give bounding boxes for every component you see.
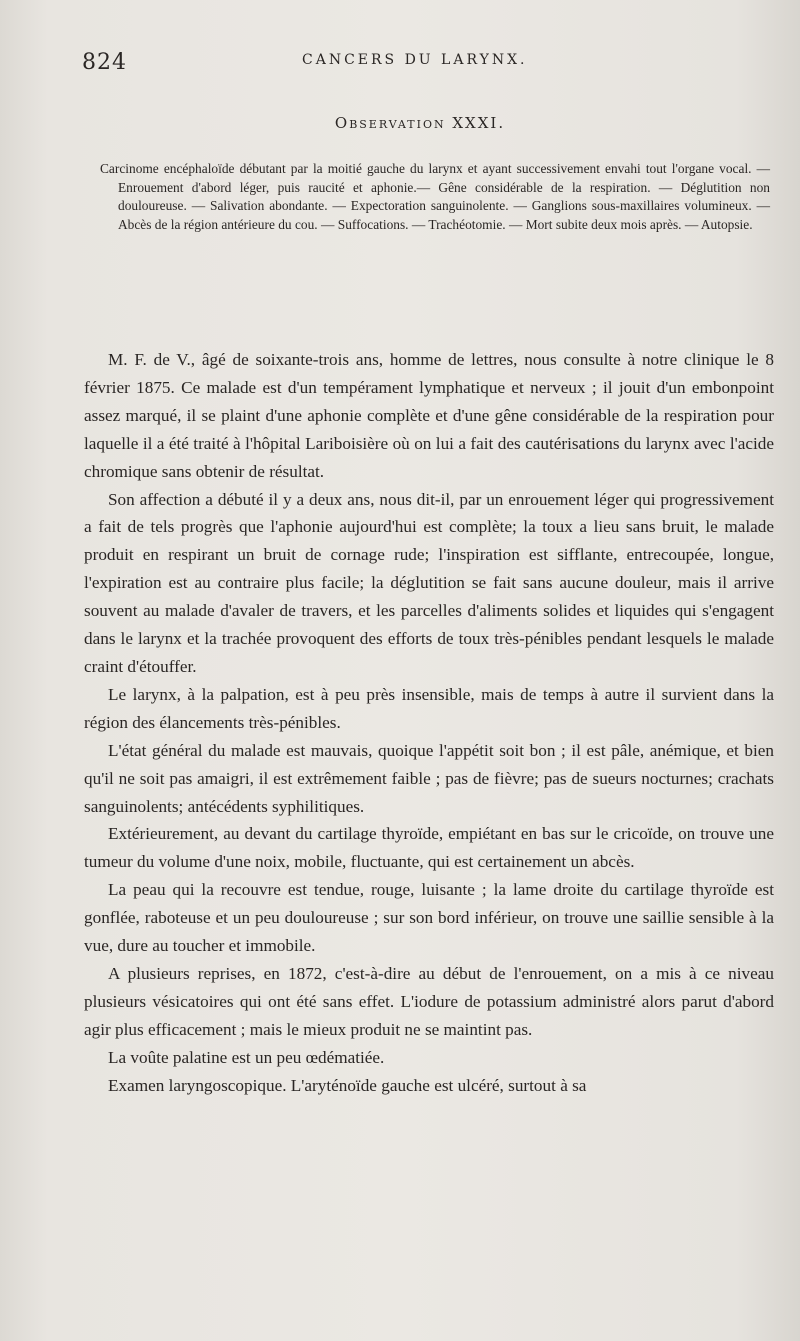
paragraph: L'état général du malade est mauvais, quoique l'appétit soit bon ; il est pâle, anémique, et bien qu'il ne soit pas amaigri, il est extrêmement faible ; pas de fièvre; pas de sueurs nocturnes; crachats sanguinolents; antécédents syphilitiques. [84,740,774,816]
page-header [82,48,760,78]
paragraph: A plusieurs reprises, en 1872, c'est-à-dire au début de l'enrouement, on a mis à ce niveau plusieurs vésicatoires qui ont été sans effet. L'iodure de potassium administré alors parut d'abord agir plus efficacement ; mais le mieux produit ne se maintint pas. [84,963,774,1039]
page-number: 824 [82,50,127,75]
paragraph: Examen laryngoscopique. L'aryténoïde gauche est ulcéré, surtout à sa [108,1075,587,1095]
running-title: CANCERS DU LARYNX. [302,52,528,68]
paragraph: M. F. de V., âgé de soixante-trois ans, homme de lettres, nous consulte à notre clinique le 8 février 1875. Ce malade est d'un tempérament lymphatique et nerveux ; il jouit d'un embonpoint assez marqué, il se plaint d'une aphonie complète et d'une gêne considérable de la respiration pour laquelle il a été traité à l'hôpital Lariboisière où on lui a fait des cautérisations du larynx avec l'acide chromique sans obtenir de résultat. [84,350,774,481]
body-text [84,346,774,1099]
paragraph: La voûte palatine est un peu œdématiée. [108,1047,385,1067]
paragraph: Extérieurement, au devant du cartilage thyroïde, empiétant en bas sur le cricoïde, on trouve une tumeur du volume d'une noix, mobile, fluctuante, qui est certainement un abcès. [84,824,774,872]
paragraph: La peau qui la recouvre est tendue, rouge, luisante ; la lame droite du cartilage thyroïde est gonflée, raboteuse et un peu douloureuse ; sur son bord inférieur, on trouve une saillie sensible à la vue, dure au toucher et immobile. [84,880,774,956]
paragraph: Le larynx, à la palpation, est à peu près insensible, mais de temps à autre il survient dans la région des élancements très-pénibles. [84,684,774,732]
observation-title: Observation XXXI. [334,114,506,132]
case-summary [100,160,770,234]
summary-text: Carcinome encéphaloïde débutant par la moitié gauche du larynx et ayant successivement envahi tout l'organe vocal. — Enrouement d'abord léger, puis raucité et aphonie.— Gêne considérable de la respiration. — Déglutition non douloureuse. — Salivation abondante. — Expectoration sanguinolente. — Ganglions sous-maxillaires volumineux. — Abcès de la région antérieure du cou. — Suffocations. — Trachéotomie. — Mort subite deux mois après. — Autopsie. [100,161,770,232]
paragraph: Son affection a débuté il y a deux ans, nous dit-il, par un enrouement léger qui progressivement a fait de tels progrès que l'aphonie aujourd'hui est complète; la toux a lieu sans bruit, le malade produit en respirant un bruit de cornage rude; l'inspiration est sifflante, entrecoupée, longue, l'expiration est au contraire plus facile; la déglutition se fait sans aucune douleur, mais il arrive souvent au malade d'avaler de travers, et les parcelles d'aliments solides et liquides qui s'engagent dans le larynx et la trachée provoquent des efforts de toux très-pénibles pendant lesquels le malade craint d'étouffer. [84,489,774,676]
